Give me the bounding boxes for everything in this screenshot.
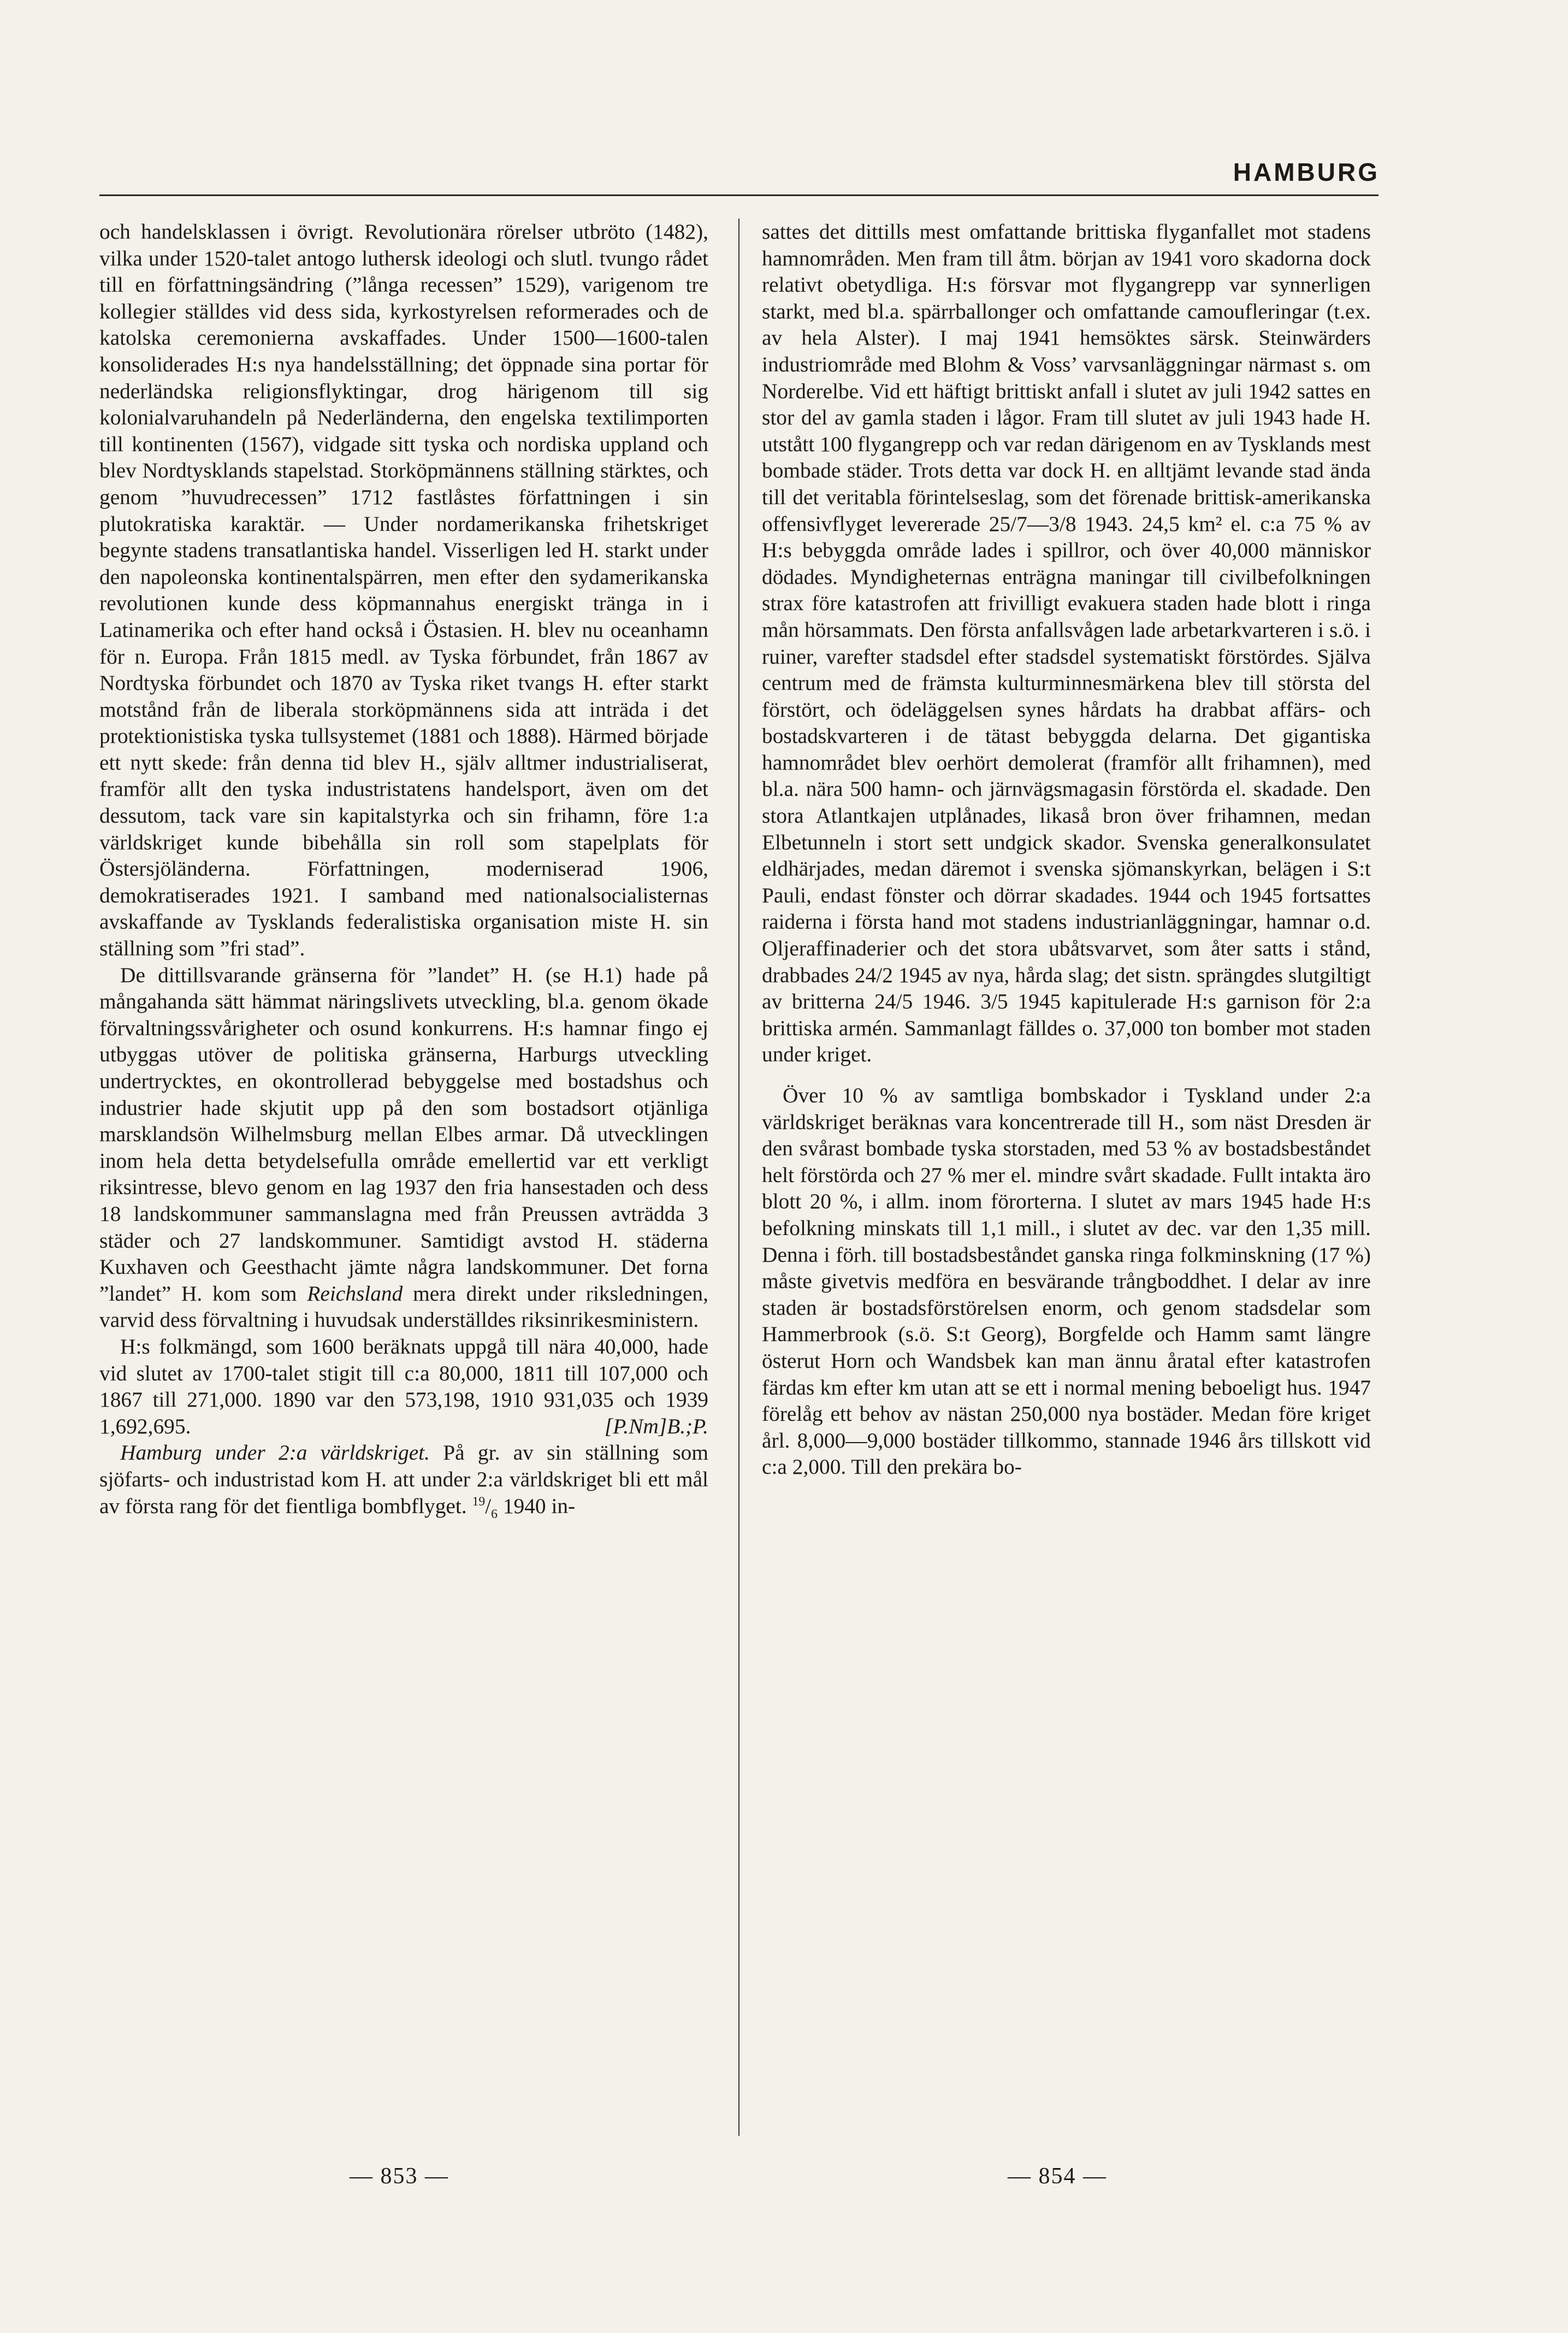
page-number-left: — 853 — <box>350 2164 449 2189</box>
column-divider <box>738 218 739 2136</box>
ww2-intro-text: På gr. av sin ställning som sjöfarts- och industristad kom H. att under 2:a världskriget bli ett mål av första rang för det fientliga bombflyget. <box>99 1440 708 1518</box>
right-paragraph-1 <box>762 218 1371 1068</box>
left-paragraph-2-end: mera direkt under riksledningen, varvid dess förvaltning i huvudsak underställdes riksinrikesministern. <box>99 1281 708 1332</box>
left-paragraph-2-text: De dittillsvarande gränserna för ”landet” H. (se H.1) hade på mångahanda sätt hämmat näringslivets utveckling, bl.a. genom ökade förvaltningssvårigheter och osund konkurrens. H:s hamnar fingo ej utbyggas utöver de politiska gränserna, Harburgs utveckling undertrycktes, en okontrollerad bebyggelse med bostadshus och industrier hade skjutit upp på den som bostadsort otjänliga marsklandsön Wilhelmsburg mellan Elbes armar. Då utvecklingen inom hela detta betydelsefulla område emellertid var ett verkligt riksintresse, blevo genom en lag 1937 den fria hansestaden och dess 18 landskommuner sammanslagna med från Preussen avträdda 3 städer och 27 landskommuner. Samtidigt avstod H. städerna Kuxhaven och Geesthacht jämte några landskommuner. Det forna ”landet” H. kom som <box>99 962 708 1306</box>
population-text: H:s folkmängd, som 1600 beräknats uppgå till nära 40,000, hade vid slutet av 1700-talet stigit till c:a 80,000, 1811 till 107,000 och 1867 till 271,000. 1890 var den 573,198, 1910 931,035 och 1939 1,692,695. <box>99 1334 708 1438</box>
right-column <box>762 218 1371 1480</box>
ww2-intro-tail: 1940 in- <box>502 1493 576 1518</box>
raid-date-range: 25/7—3/8 <box>989 511 1076 536</box>
date-numerator: 19 <box>472 1494 486 1509</box>
header-rule <box>99 194 1378 196</box>
left-paragraph-2 <box>99 962 708 1333</box>
running-title: HAMBURG <box>1233 158 1380 186</box>
section-heading-ww2: Hamburg under 2:a världskriget. <box>120 1440 430 1465</box>
right-paragraph-1-text: sattes det dittills mest omfattande brittiska flyganfallet mot stadens hamnområden. Men fram till åtm. början av 1941 voro skadorna dock relativt obetydliga. H:s försvar mot flygangrepp var synnerligen starkt, med bl.a. spärrballonger och omfattande camoufleringar (t.ex. av hela Alster). I maj 1941 hemsöktes särsk. Steinwärders industriområde med Blohm & Voss’ varvsanläggningar närmast s. om Norderelbe. Vid ett häftigt brittiskt anfall i slutet av juli 1942 sattes en stor del av gamla staden i lågor. Fram till slutet av juli 1943 hade H. utstått 100 flygangrepp och var redan därigenom en av Tysklands mest bombade städer. Trots detta var dock H. en alltjämt levande stad ända till det veritabla förintelseslag, som det förenade brittisk-amerikanska offensivflyget levererade <box>762 220 1371 536</box>
left-paragraph-4: Hamburg under 2:a världskriget. På gr. av sin ställning som sjöfarts- och industristad kom H. att under 2:a världskriget bli ett mål av första rang för det fientliga bombflyget. $^{19}/_6$ 1940 in- <box>99 1440 708 1521</box>
left-column <box>99 218 708 1519</box>
right-paragraph-1-continuation: 1943. 24,5 km² el. c:a 75 % av H:s bebyggda område lades i spillror, och över 40,000 människor dödades. Myndigheternas enträgna maningar till civilbefolkningen strax före katastrofen att frivilligt evakuera staden hade blott i ringa mån hörsammats. Den första anfallsvågen lade arbetarkvarteren i s.ö. i ruiner, varefter stadsdel efter stadsdel systematiskt förstördes. Själva centrum med de främsta kulturminnesmärkena blev till största del förstört, och ödeläggelsen synes hårdats ha drabbat affärs- och bostadskvarteren i de tätast bebyggda delarna. Det gigantiska hamnområdet blev oerhört demolerat (framför allt frihamnen), med bl.a. nära 500 hamn- och järnvägsmagasin förstörda el. skadade. Den stora Atlantkajen utplånades, likaså bron över frihamnen, medan Elbetunneln i stort sett undgick skador. Svenska generalkonsulatet eldhärjades, medan däremot i svenska sjömanskyrkan, belägen i S:t Pauli, endast fönster och dörrar skadades. 1944 och 1945 fortsattes raiderna i första hand mot stadens industrianläggningar, hamnar o.d. Oljeraffinaderier och det stora ubåtsvarvet, som åter satts i stånd, drabbades 24/2 1945 av nya, hårda slag; det sistn. sprängdes slutgiltigt av britterna 24/5 1946. 3/5 1945 kapitulerade H:s garnison för 2:a brittiska armén. Sammanlagt fälldes o. 37,000 ton bomber mot staden under kriget. <box>762 511 1371 1067</box>
date-denominator: 6 <box>491 1507 498 1521</box>
reichsland-term: Reichsland <box>307 1281 403 1306</box>
right-paragraph-2: Över 10 % av samtliga bombskador i Tyskland under 2:a världskriget beräknas vara koncentrerade till H., som näst Dresden är den svårast bombade tyska storstaden, med 53 % av bostadsbeståndet helt förstörda och 27 % mer el. mindre svårt skadade. Fullt intakta äro blott 20 %, i allm. inom förorterna. I slutet av mars 1945 hade H:s befolkning minskats till 1,1 mill., i slutet av dec. var den 1,35 mill. Denna i förh. till bostadsbeståndet ganska ringa folkminskning (17 %) måste givetvis medföra en besvärande trångboddhet. I delar av inre staden är bostadsförstörelsen enorm, och genom stadsdelar som Hammerbrook (s.ö. S:t Georg), Borgfelde och Hamm samt längre österut Horn och Wandsbek kan man ännu åratal efter katastrofen färdas km efter km utan att se ett i normal mening beboeligt hus. 1947 förelåg ett behov av nästan 250,000 nya bostäder. Medan före kriget årl. 8,000—9,000 bostäder tillkommo, stannade 1946 års tillskott vid c:a 2,000. Till den prekära bo- <box>762 1083 1371 1479</box>
left-paragraph-3 <box>99 1333 708 1439</box>
page-number-right: — 854 — <box>1008 2164 1107 2189</box>
left-paragraph-1: och handelsklassen i övrigt. Revolutionära rörelser utbröto (1482), vilka under 1520-talet antogo luthersk ideologi och slutl. tvungo rådet till en författningsändring (”långa recessen” 1529), varigenom tre kollegier ställdes vid dess sida, kyrkostyrelsen reformerades och de katolska ceremonierna avskaffades. Under 1500—1600-talen konsoliderades H:s nya handelsställning; det öppnade sina portar för nederländska religionsflyktingar, drog härigenom till sig kolonialvaruhandeln på Nederländerna, den engelska textilimporten till kontinenten (1567), vidgade sitt tyska och nordiska uppland och blev Nordtysklands stapelstad. Storköpmännens ställning stärktes, och genom ”huvudrecessen” 1712 fastlåstes författningen i sin plutokratiska karaktär. — Under nordamerikanska frihetskriget begynte stadens transatlantiska handel. Visserligen led H. starkt under den napoleonska kontinentalspärren, men efter den sydamerikanska revolutionen kunde dess köpmannahus energiskt tränga in i Latinamerika och efter hand också i Östasien. H. blev nu oceanhamn för n. Europa. Från 1815 medl. av Tyska förbundet, från 1867 av Nordtyska förbundet och 1870 av Tyska riket tvangs H. efter starkt motstånd från de liberala storköpmännens sida att inträda i det protektionistiska tyska tullsystemet (1881 och 1888). Härmed började ett nytt skede: från denna tid blev H., själv alltmer industrialiserat, framför allt den tyska industristatens handelsport, även om det dessutom, tack vare sin kapitalstyrka och sin frihamn, före 1:a världskriget kunde bibehålla sin roll som stapelplats för Östersjöländerna. Författningen, moderniserad 1906, demokratiserades 1921. I samband med nationalsocialisternas avskaffande av Tysklands federalistiska organisation miste H. sin ställning som ”fri stad”. <box>99 220 708 961</box>
author-signature: [P.Nm]B.;P. <box>604 1414 708 1438</box>
